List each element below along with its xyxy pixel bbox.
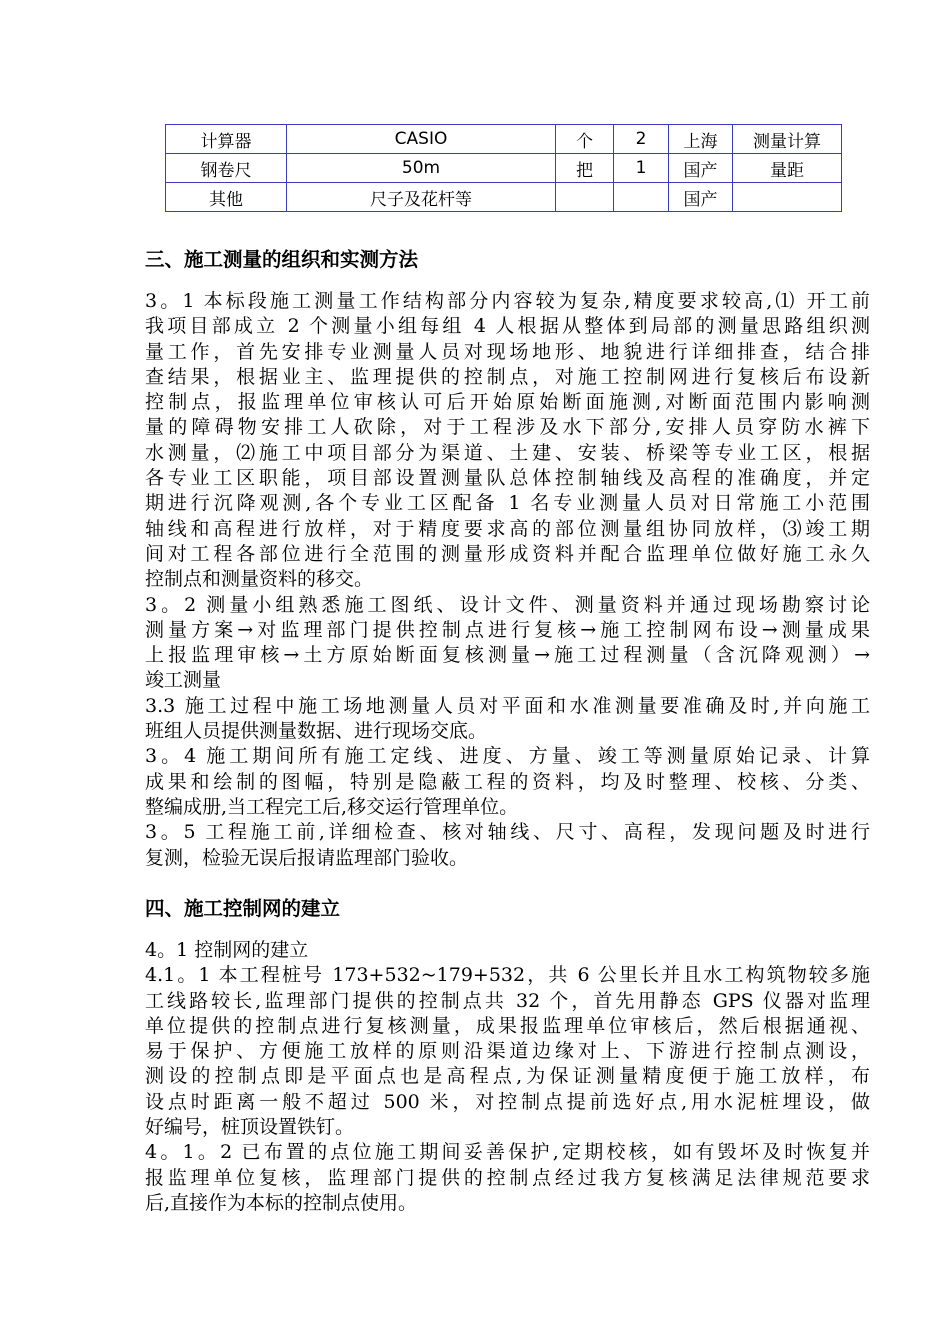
table-cell: CASIO — [287, 125, 556, 154]
text-line: 量的障碍物安排工人砍除，对于工程涉及水下部分,安排人员穿防水裤下 — [145, 416, 870, 439]
section-4-heading: 四、施工控制网的建立 — [145, 897, 341, 920]
text-line: 查结果，根据业主、监理提供的控制点，对施工控制网进行复核后布设新 — [145, 365, 870, 388]
table-cell: 上海 — [669, 125, 733, 154]
table-row — [166, 154, 842, 183]
text-line: 后,直接作为本标的控制点使用。 — [145, 1191, 418, 1214]
text-line: 间对工程各部位进行全范围的测量形成资料并配合监理单位做好施工永久 — [145, 542, 870, 565]
section-3-paragraph-4 — [145, 744, 870, 820]
equipment-table — [165, 124, 842, 212]
table-cell: 测量计算 — [733, 125, 842, 154]
text-line: 3。1 本标段施工测量工作结构部分内容较为复杂,精度要求较高,⑴ 开工前 — [145, 290, 870, 312]
text-line: 测量方案→对监理部门提供控制点进行复核→施工控制网布设→测量成果 — [145, 618, 870, 641]
section-3-paragraph-5 — [145, 820, 870, 871]
text-line: 控制点，报监理单位审核认可后开始原始断面施测,对断面范围内影响测 — [145, 391, 870, 414]
table-cell — [614, 183, 669, 212]
text-line: 量工作，首先安排专业测量人员对现场地形、地貌进行详细排查，结合排 — [145, 340, 870, 363]
text-line: 竣工测量 — [145, 669, 222, 692]
text-line: 成果和绘制的图幅，特别是隐蔽工程的资料，均及时整理、校核、分类、 — [145, 770, 870, 793]
text-line: 设点时距离一般不超过 500 米，对控制点提前选好点,用水泥桩埋设，做 — [145, 1090, 870, 1113]
table-cell: 国产 — [669, 183, 733, 212]
text-line: 3.3 施工过程中施工场地测量人员对平面和水准测量要准确及时,并向施工 — [145, 694, 870, 717]
table-cell: 量距 — [733, 154, 842, 183]
text-line: 工线路较长,监理部门提供的控制点共 32 个，首先用静态 GPS 仪器对监理 — [145, 989, 870, 1012]
text-line: 期进行沉降观测,各个专业工区配备 1 名专业测量人员对日常施工小范围 — [145, 492, 870, 515]
table-cell: 尺子及花杆等 — [287, 183, 556, 212]
table-cell: 50m — [287, 154, 556, 183]
table-cell: 其他 — [166, 183, 287, 212]
table-cell: 2 — [614, 125, 669, 154]
equipment-table-body — [166, 125, 842, 212]
section-4-paragraph-3 — [145, 1140, 870, 1216]
table-cell: 钢卷尺 — [166, 154, 287, 183]
section-4-paragraph-2 — [145, 963, 870, 1140]
text-line: 轴线和高程进行放样，对于精度要求高的部位测量组协同放样，⑶竣工期 — [145, 517, 870, 540]
section-3-paragraph-1 — [145, 289, 870, 593]
section-3-paragraph-2 — [145, 593, 870, 694]
text-line: 好编号，桩顶设置铁钉。 — [145, 1116, 355, 1139]
table-cell — [556, 183, 614, 212]
table-row — [166, 183, 842, 212]
text-line: 4。1。2 已布置的点位施工期间妥善保护,定期校核，如有毁坏及时恢复并 — [145, 1141, 870, 1164]
section-4-paragraph-1 — [145, 938, 870, 963]
text-line: 3。2 测量小组熟悉施工图纸、设计文件、测量资料并通过现场勘察讨论 — [145, 593, 870, 616]
table-cell: 个 — [556, 125, 614, 154]
text-line: 测设的控制点即是平面点也是高程点,为保证测量精度便于施工放样，布 — [145, 1065, 870, 1088]
table-cell: 1 — [614, 154, 669, 183]
table-cell: 把 — [556, 154, 614, 183]
table-row — [166, 125, 842, 154]
section-3-paragraph-3 — [145, 694, 870, 745]
text-line: 复测，检验无误后报请监理部门验收。 — [145, 846, 469, 869]
text-line: 易于保护、方便施工放样的原则沿渠道边缘对上、下游进行控制点测设， — [145, 1040, 870, 1063]
section-3-heading: 三、施工测量的组织和实测方法 — [145, 248, 419, 271]
text-line: 单位提供的控制点进行复核测量，成果报监理单位审核后，然后根据通视、 — [145, 1014, 870, 1037]
text-line: 4.1。1 本工程桩号 173+532~179+532，共 6 公里长并且水工构筑物较多施 — [145, 964, 870, 987]
text-line: 4。1 控制网的建立 — [145, 939, 309, 961]
text-line: 3。5 工程施工前,详细检查、核对轴线、尺寸、高程，发现问题及时进行 — [145, 821, 870, 844]
table-cell — [733, 183, 842, 212]
text-line: 我项目部成立 2 个测量小组每组 4 人根据从整体到局部的测量思路组织测 — [145, 315, 870, 338]
text-line: 报监理单位复核，监理部门提供的控制点经过我方复核满足法律规范要求 — [145, 1166, 870, 1189]
text-line: 班组人员提供测量数据、进行现场交底。 — [145, 720, 488, 743]
text-line: 水测量，⑵施工中项目部分为渠道、土建、安装、桥梁等专业工区，根据 — [145, 441, 870, 464]
table-cell: 国产 — [669, 154, 733, 183]
table-cell: 计算器 — [166, 125, 287, 154]
text-line: 整编成册,当工程完工后,移交运行管理单位。 — [145, 795, 519, 818]
text-line: 上报监理审核→土方原始断面复核测量→施工过程测量（含沉降观测）→ — [145, 644, 870, 667]
text-line: 3。4 施工期间所有施工定线、进度、方量、竣工等测量原始记录、计算 — [145, 745, 870, 768]
text-line: 控制点和测量资料的移交。 — [145, 568, 374, 591]
text-line: 各专业工区职能，项目部设置测量队总体控制轴线及高程的准确度，并定 — [145, 467, 870, 490]
